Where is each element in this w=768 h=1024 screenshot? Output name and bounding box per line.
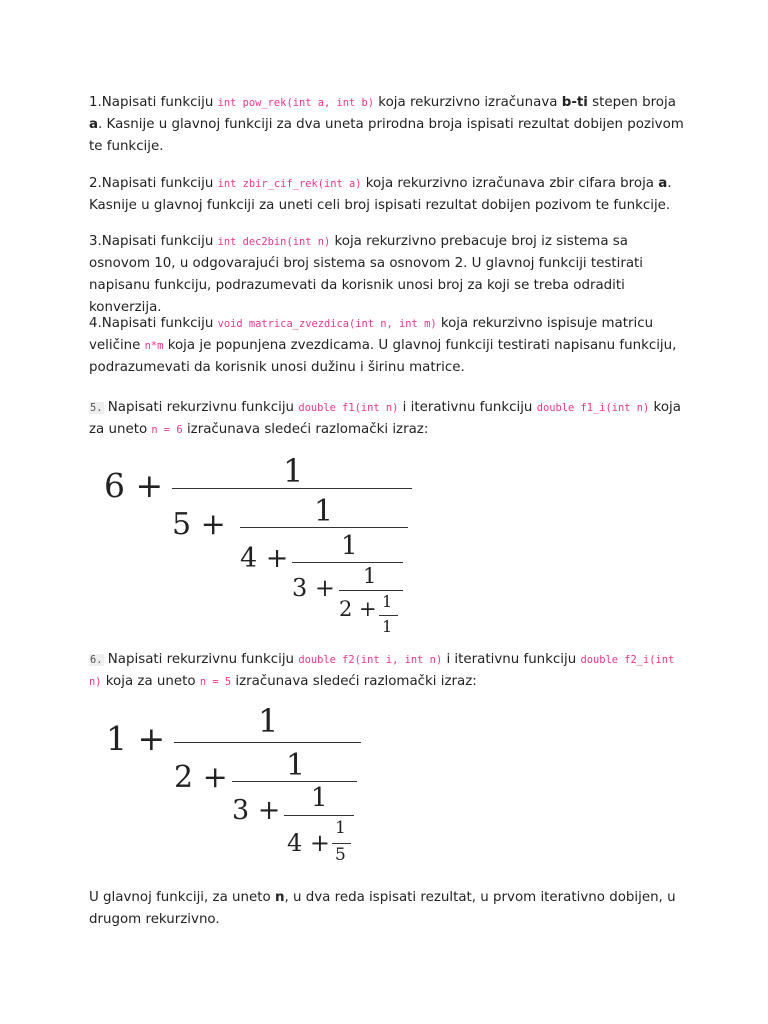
formula-1-numerator-4: 1 bbox=[363, 564, 377, 588]
formula-1-term-6: 6 + bbox=[104, 466, 164, 505]
formula-1-fraction-bar-2 bbox=[240, 527, 408, 528]
task-5-text-3: koja za uneto bbox=[89, 400, 681, 437]
task-5-text-4: izračunava sledeći razlomački izraz: bbox=[182, 422, 429, 437]
closing-bold-n: n bbox=[274, 890, 285, 905]
formula-2-term-3: 3 + bbox=[232, 795, 281, 826]
task-3-signature: int dec2bin(int n) bbox=[217, 236, 331, 248]
task-1-text-2: koja rekurzivno izračunava bbox=[374, 95, 562, 110]
closing-text: U glavnoj funkciji, za uneto bbox=[89, 890, 275, 905]
task-2-bold-a: a bbox=[658, 176, 668, 191]
formula-1-numerator-5: 1 bbox=[382, 592, 393, 611]
task-6-text: Napisati rekurzivnu funkciju bbox=[103, 652, 299, 667]
formula-2-numerator-1: 1 bbox=[258, 702, 279, 740]
formula-1-term-4: 4 + bbox=[240, 543, 289, 574]
task-1-bold-a: a bbox=[89, 117, 99, 132]
formula-1-fraction-bar-5 bbox=[379, 615, 398, 616]
task-5 bbox=[89, 397, 689, 441]
task-3 bbox=[89, 231, 689, 319]
formula-2-fraction-bar-3 bbox=[284, 815, 354, 816]
task-4 bbox=[89, 313, 689, 379]
formula-1-term-5: 5 + bbox=[172, 507, 226, 542]
formula-2-term-1: 1 + bbox=[106, 719, 166, 758]
task-1 bbox=[89, 92, 689, 158]
formula-1-fraction-bar-3 bbox=[292, 562, 403, 563]
task-5-text-2: i iterativnu funkciju bbox=[398, 400, 537, 415]
formula-1-term-3: 3 + bbox=[292, 574, 336, 602]
closing-text-2: , u dva reda ispisati rezultat, u prvom iterativno dobijen, u drugom rekurzivno. bbox=[89, 890, 676, 927]
task-4-text-3: koja je popunjena zvezdicama. U glavnoj funkciji testirati napisanu funkciju, podrazumevati da korisnik unosi dužinu i širinu matrice. bbox=[89, 338, 677, 375]
task-6 bbox=[89, 649, 689, 693]
formula-1-fraction-bar-1 bbox=[172, 488, 412, 489]
task-1-text: 1.Napisati funkciju bbox=[89, 95, 218, 110]
formula-1-numerator-2: 1 bbox=[314, 494, 334, 529]
task-3-text: 3.Napisati funkciju bbox=[89, 234, 218, 249]
formula-1-term-2: 2 + bbox=[339, 597, 377, 621]
task-4-text: 4.Napisati funkciju bbox=[89, 316, 218, 331]
task-6-text-4: izračunava sledeći razlomački izraz: bbox=[231, 674, 477, 689]
formula-2-term-4: 4 + bbox=[287, 829, 331, 857]
task-3-text-2: koja rekurzivno prebacuje broj iz sistema sa osnovom 10, u odgovarajući broj sistema sa osnovom 2. U glavnoj funkciji testirati napisanu funkciju, podrazumevati da korisnik unosi broj za koji se treba odraditi konverzija. bbox=[89, 234, 644, 315]
task-5-text: Napisati rekurzivnu funkciju bbox=[103, 400, 299, 415]
task-5-input-value: n = 6 bbox=[151, 424, 183, 436]
task-2-signature: int zbir_cif_rek(int a) bbox=[217, 178, 362, 190]
formula-1-fraction-bar-4 bbox=[339, 590, 403, 591]
task-6-signature-iterative: double f2_i(int n) bbox=[89, 654, 675, 688]
task-2-text-2: koja rekurzivno izračunava zbir cifara broja bbox=[361, 176, 659, 191]
task-4-signature: void matrica_zvezdica(int n, int m) bbox=[217, 318, 437, 330]
formula-2-numerator-3: 1 bbox=[311, 783, 328, 813]
closing-paragraph bbox=[89, 887, 689, 931]
task-6-number: 6. bbox=[90, 654, 103, 666]
task-2-text-3: . Kasnije u glavnoj funkciji za uneti celi broj ispisati rezultat dobijen pozivom te funkcije. bbox=[89, 176, 672, 213]
task-6-text-2: i iterativnu funkciju bbox=[442, 652, 581, 667]
formula-1-last-denominator: 1 bbox=[382, 617, 393, 636]
formula-2-numerator-4: 1 bbox=[335, 818, 346, 838]
task-6-input-value: n = 5 bbox=[199, 676, 232, 688]
task-4-text-2: koja rekurzivno ispisuje matricu veličine bbox=[89, 316, 654, 353]
task-5-number: 5. bbox=[90, 402, 103, 414]
formula-2-term-2: 2 + bbox=[174, 760, 228, 795]
formula-1-numerator-1: 1 bbox=[283, 452, 304, 490]
formula-2-numerator-2: 1 bbox=[286, 748, 306, 783]
task-2-text: 2.Napisati funkciju bbox=[89, 176, 218, 191]
task-1-bold-b: b-ti bbox=[561, 95, 588, 110]
task-1-signature: int pow_rek(int a, int b) bbox=[217, 97, 375, 109]
formula-2-last-denominator: 5 bbox=[335, 845, 346, 865]
formula-2-fraction-bar-4 bbox=[332, 843, 351, 844]
task-1-text-3: stepen broja bbox=[587, 95, 676, 110]
task-1-text-4: . Kasnije u glavnoj funkciji za dva uneta prirodna broja ispisati rezultat dobijen pozivom te funkcije. bbox=[89, 117, 684, 154]
task-5-signature-iterative: double f1_i(int n) bbox=[536, 402, 650, 414]
task-5-signature-recursive: double f1(int n) bbox=[298, 402, 399, 414]
task-4-code-nm: n*m bbox=[144, 340, 164, 352]
formula-2-fraction-bar-1 bbox=[174, 742, 361, 743]
formula-2-fraction-bar-2 bbox=[232, 781, 357, 782]
formula-1-numerator-3: 1 bbox=[341, 531, 358, 561]
task-6-text-3: koja za uneto bbox=[101, 674, 200, 689]
task-6-signature-recursive: double f2(int i, int n) bbox=[298, 654, 443, 666]
task-2 bbox=[89, 173, 689, 217]
